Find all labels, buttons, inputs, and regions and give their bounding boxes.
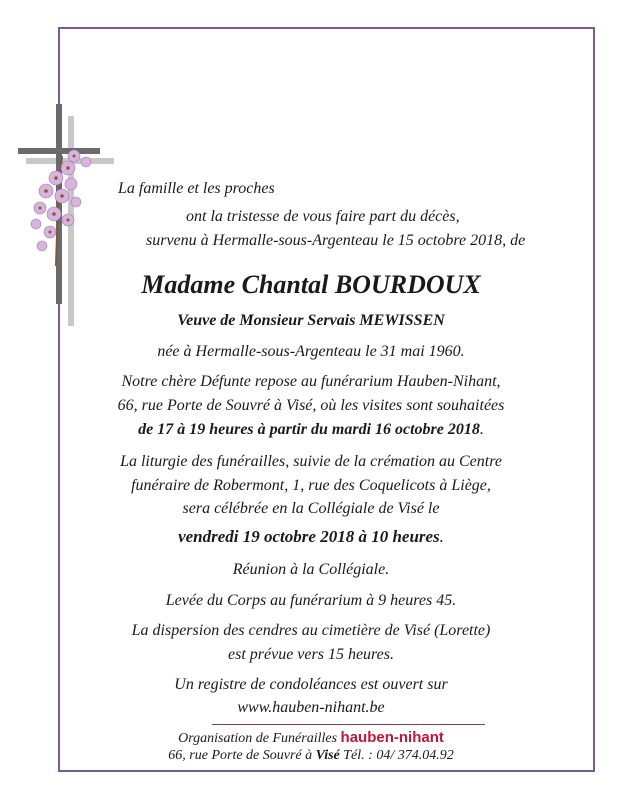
footer-org: [0, 729, 622, 747]
intro-line-3: survenu à Hermalle-sous-Argenteau le 15 octobre 2018, de: [146, 232, 526, 249]
liturgy-date: [0, 527, 622, 547]
intro-line-1: La famille et les proches: [118, 180, 275, 197]
footer-address: [0, 748, 622, 764]
birth-info: née à Hermalle-sous-Argenteau le 31 mai 1960.: [157, 343, 465, 360]
register-line: Un registre de condoléances est ouvert sur: [174, 676, 448, 693]
register-website[interactable]: www.hauben-nihant.be: [237, 699, 385, 716]
dispersion-line-2: est prévue vers 15 heures.: [227, 646, 395, 663]
footer-phone: Tél. : 04/ 374.04.92: [343, 748, 454, 763]
dispersion-line-1: La dispersion des cendres au cimetière de Visé (Lorette): [131, 622, 491, 639]
deceased-name: Madame Chantal BOURDOUX: [141, 270, 481, 299]
footer-org-label: Organisation de Funérailles: [178, 731, 338, 746]
footer-divider: [212, 724, 485, 725]
visit-line-1: Notre chère Défunte repose au funérarium Hauben-Nihant,: [121, 373, 501, 390]
brand-logo: hauben-nihant: [340, 729, 444, 746]
visit-line-2: 66, rue Porte de Souvré à Visé, où les visites sont souhaitées: [117, 397, 505, 414]
liturgy-line-2: funéraire de Robermont, 1, rue des Coquelicots à Liège,: [131, 477, 491, 494]
levee-info: Levée du Corps au funérarium à 9 heures 45.: [165, 592, 457, 609]
liturgy-date-text: vendredi 19 octobre 2018 à 10 heures: [178, 527, 440, 546]
visit-hours: [0, 421, 622, 439]
widow-of: Veuve de Monsieur Servais MEWISSEN: [177, 312, 445, 329]
cross-with-orchid-icon: [16, 96, 116, 336]
footer-address-city: Visé: [315, 748, 340, 763]
visit-hours-end: .: [479, 421, 484, 438]
liturgy-date-end: .: [439, 527, 444, 546]
visit-hours-text: de 17 à 19 heures à partir du mardi 16 octobre 2018: [138, 421, 480, 438]
liturgy-line-1: La liturgie des funérailles, suivie de la crémation au Centre: [120, 453, 502, 470]
intro-line-2: ont la tristesse de vous faire part du décès,: [186, 208, 460, 225]
meeting-info: Réunion à la Collégiale.: [232, 561, 390, 578]
liturgy-line-3: sera célébrée en la Collégiale de Visé le: [182, 500, 440, 517]
footer-address-pre: 66, rue Porte de Souvré à: [168, 748, 313, 763]
